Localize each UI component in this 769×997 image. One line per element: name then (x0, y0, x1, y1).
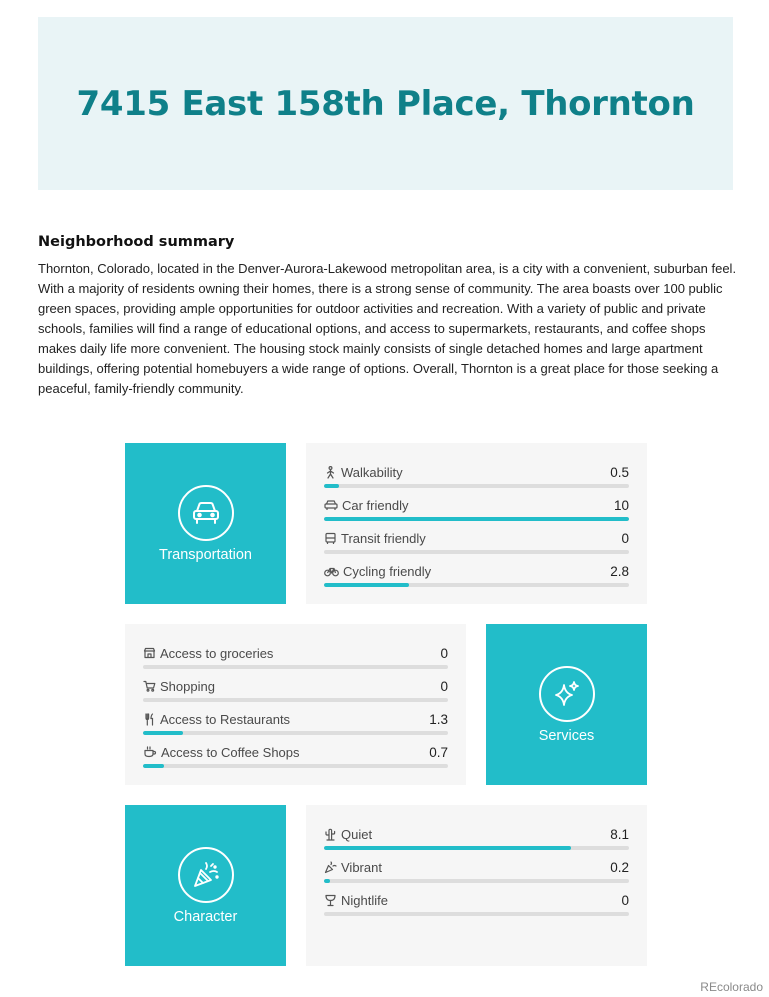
character-tile (125, 805, 286, 966)
metric-bar-fill (324, 484, 339, 488)
metric-row (143, 644, 448, 677)
metric-row (324, 562, 629, 595)
metric-row (143, 677, 448, 710)
metric-value: 0 (621, 530, 629, 546)
services-panel (125, 624, 466, 785)
character-panel (306, 805, 647, 966)
metric-label: Vibrant (341, 859, 382, 875)
metric-bar-fill (143, 764, 164, 768)
metric-value: 0.5 (610, 464, 629, 480)
bus-icon (324, 532, 337, 545)
cactus-icon (324, 828, 337, 841)
metric-bar-fill (324, 583, 409, 587)
metric-bar-fill (324, 879, 330, 883)
metric-bar (143, 731, 448, 735)
metric-label: Shopping (160, 678, 215, 694)
metric-row (143, 743, 448, 776)
metric-label: Nightlife (341, 892, 388, 908)
metric-label: Quiet (341, 826, 373, 842)
cart-icon (143, 680, 156, 692)
services-label: Services (538, 727, 595, 744)
metric-bar (324, 583, 629, 587)
metric-bar-fill (324, 846, 571, 850)
metric-value: 0 (440, 645, 448, 661)
coffee-icon (143, 746, 157, 758)
summary-heading: Neighborhood summary (38, 234, 235, 250)
metric-row (324, 463, 629, 496)
bike-icon (324, 565, 339, 577)
metric-value: 2.8 (610, 563, 629, 579)
page-title: 7415 East 158th Place, Thornton (76, 83, 695, 124)
metric-label: Cycling friendly (343, 563, 432, 579)
transportation-label: Transportation (159, 546, 252, 563)
character-label: Character (173, 908, 238, 925)
metric-bar-fill (324, 517, 629, 521)
services-tile (486, 624, 647, 785)
metric-value: 1.3 (429, 711, 448, 727)
metric-bar (143, 665, 448, 669)
metric-row (324, 496, 629, 529)
neighborhood-summary (38, 234, 738, 399)
metric-value: 0.2 (610, 859, 629, 875)
transportation-tile (125, 443, 286, 604)
metric-value: 0 (621, 892, 629, 908)
drink-icon (324, 894, 337, 907)
transportation-panel (306, 443, 647, 604)
metric-row (324, 858, 629, 891)
metric-row (324, 891, 629, 924)
metric-bar (324, 484, 629, 488)
utensils-icon (143, 713, 156, 726)
metric-value: 0.7 (429, 744, 448, 760)
walk-icon (324, 466, 337, 479)
metric-value: 10 (613, 497, 629, 513)
metric-bar (324, 912, 629, 916)
metric-label: Access to Restaurants (160, 711, 291, 727)
metric-bar (143, 764, 448, 768)
metric-label: Access to Coffee Shops (161, 744, 300, 760)
metric-label: Walkability (341, 464, 403, 480)
metric-label: Transit friendly (341, 530, 426, 546)
metric-row (143, 710, 448, 743)
metric-label: Access to groceries (160, 645, 274, 661)
metric-bar (324, 517, 629, 521)
car-icon (178, 485, 234, 541)
metric-value: 8.1 (610, 826, 629, 842)
metric-label: Car friendly (342, 497, 409, 513)
metric-bar-fill (143, 731, 183, 735)
title-banner (38, 17, 733, 190)
metric-value: 0 (440, 678, 448, 694)
car-small-icon (324, 499, 338, 511)
source-credit: REcolorado (700, 980, 763, 994)
summary-text: Thornton, Colorado, located in the Denver-Aurora-Lakewood metropolitan area, is a city with a convenient, suburban feel. With a majority of residents owning their homes, there is a strong sense of community. The area boasts over 100 public green spaces, providing ample opportunities for outdoor activities and recreation. With a variety of public and private schools, families will find a range of educational options, and access to supermarkets, restaurants, and coffee shops makes daily life more convenient. The housing stock mainly consists of single detached homes and large apartment buildings, offering potential homebuyers a wide range of options. Overall, Thornton is a great place for those seeking a peaceful, family-friendly community. (38, 261, 737, 396)
metric-bar (143, 698, 448, 702)
party-popper-icon (178, 847, 234, 903)
metric-row (324, 825, 629, 858)
metric-bar (324, 879, 629, 883)
store-icon (143, 647, 156, 659)
metric-bar (324, 846, 629, 850)
sparkles-icon (539, 666, 595, 722)
metric-bar (324, 550, 629, 554)
popper-small-icon (324, 861, 337, 874)
metric-row (324, 529, 629, 562)
